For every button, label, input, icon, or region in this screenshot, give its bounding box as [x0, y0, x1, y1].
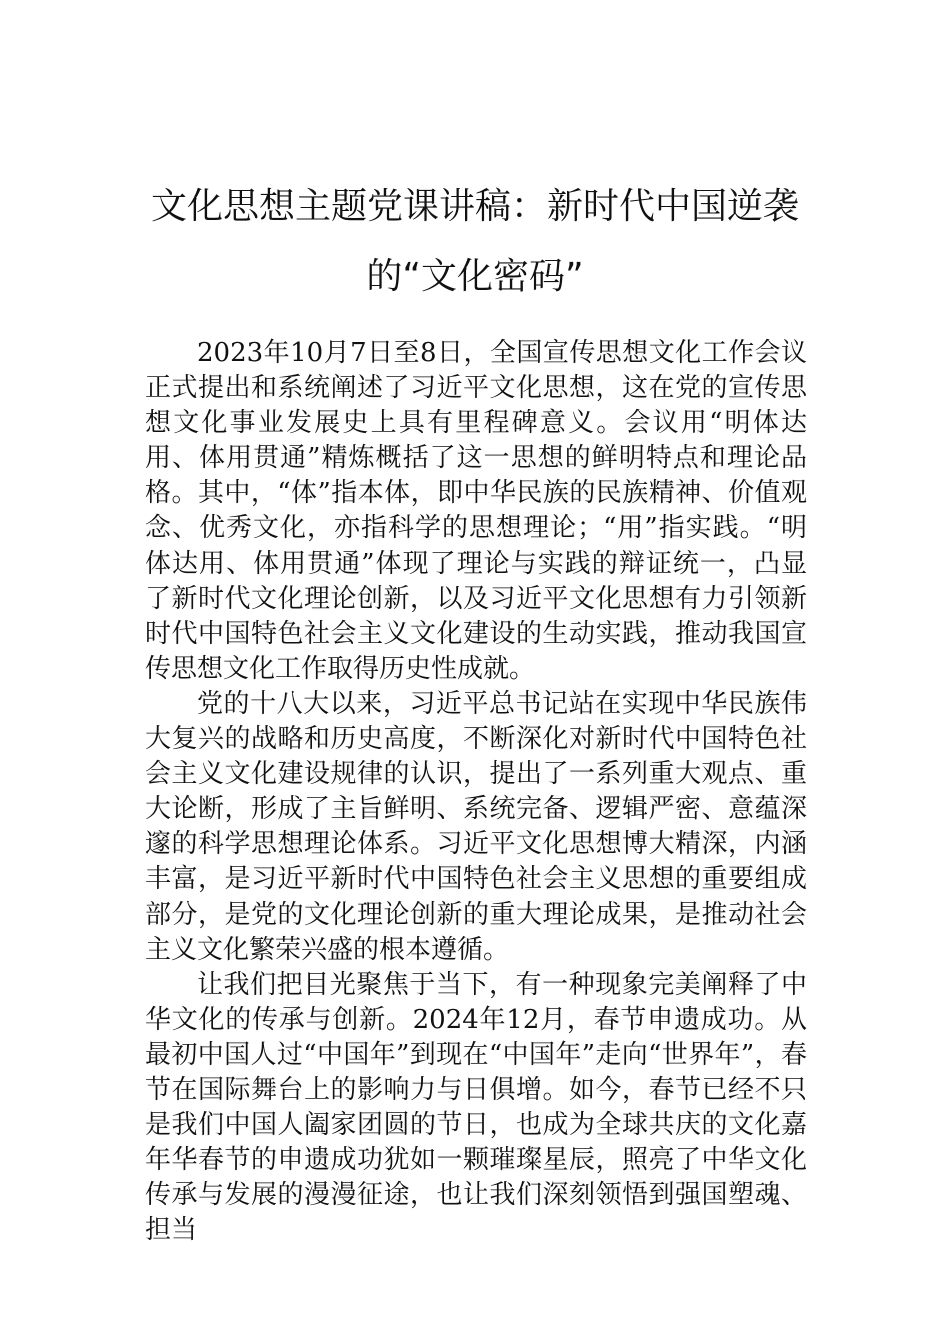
paragraph-3: 让我们把目光聚焦于当下，有一种现象完美阐释了中华文化的传承与创新。2024年12月，春节申遗成功。从最初中国人过“中国年”到现在“中国年”走向“世界年”，春节在国际舞台上的影响力与日俱增。如今，春节已经不只是我们中国人阖家团圆的节日，也成为全球共庆的文化嘉年华春节的申遗成功犹如一颗璀璨星辰，照亮了中华文化传承与发展的漫漫征途，也让我们深刻领悟到强国塑魂、担当 [145, 969, 807, 1246]
paragraph-2: 党的十八大以来，习近平总书记站在实现中华民族伟大复兴的战略和历史高度，不断深化对新时代中国特色社会主义文化建设规律的认识，提出了一系列重大观点、重大论断，形成了主旨鲜明、系统完备、逻辑严密、意蕴深邃的科学思想理论体系。习近平文化思想博大精深，内涵丰富，是习近平新时代中国特色社会主义思想的重要组成部分，是党的文化理论创新的重大理论成果，是推动社会主义文化繁荣兴盛的根本遵循。 [145, 688, 807, 965]
document-title-line-2: 的“文化密码” [366, 256, 584, 297]
document-title-line-1: 文化思想主题党课讲稿：新时代中国逆袭 [150, 186, 799, 227]
document-body [145, 336, 807, 1248]
paragraph-1: 2023年10月7日至8日，全国宣传思想文化工作会议正式提出和系统阐述了习近平文化思想，这在党的宣传思想文化事业发展史上具有里程碑意义。会议用“明体达用、体用贯通”精炼概括了这一思想的鲜明特点和理论品格。其中，“体”指本体，即中华民族的民族精神、价值观念、优秀文化，亦指科学的思想理论；“用”指实践。“明体达用、体用贯通”体现了理论与实践的辩证统一，凸显了新时代文化理论创新，以及习近平文化思想有力引领新时代中国特色社会主义文化建设的生动实践，推动我国宣传思想文化工作取得历史性成就。 [145, 338, 807, 684]
